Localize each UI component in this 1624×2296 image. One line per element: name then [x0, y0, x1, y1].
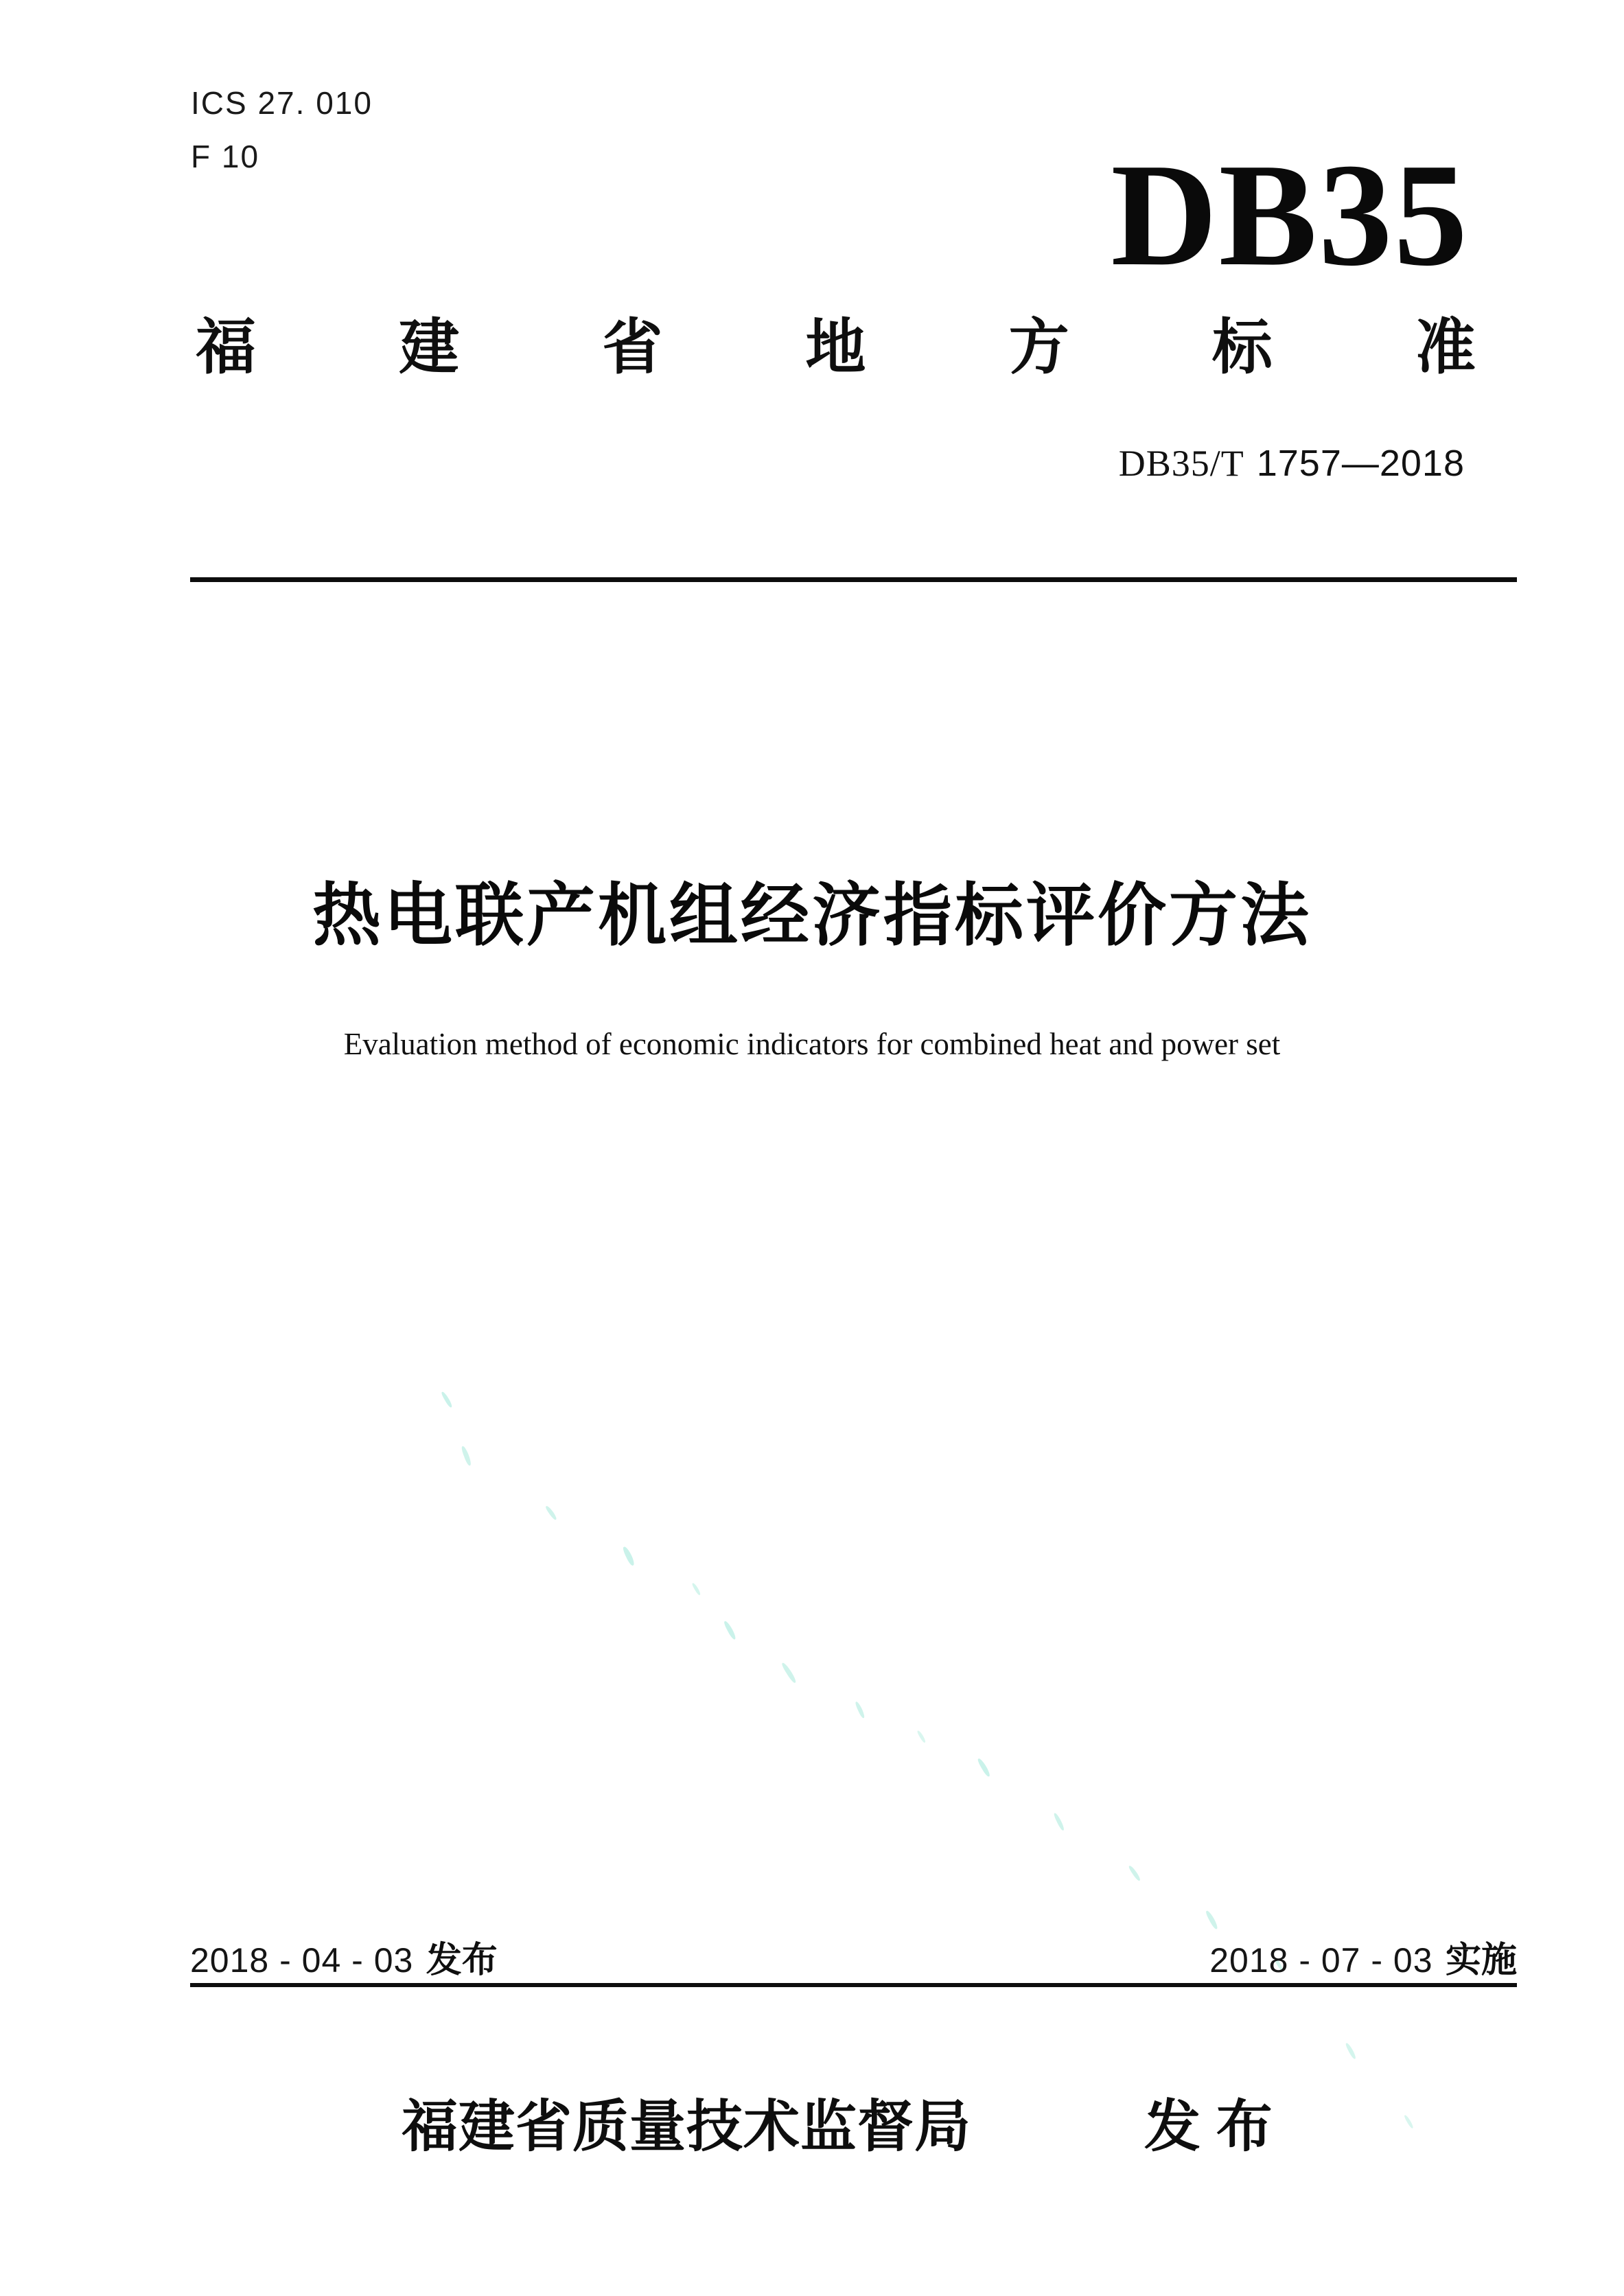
- standard-code: [1119, 445, 1465, 482]
- issue-date-label: 发布: [426, 1940, 498, 1980]
- watermark-speck: [723, 1620, 736, 1640]
- watermark-speck: [1128, 1865, 1141, 1882]
- dates-row: [190, 1940, 1517, 1980]
- watermark-speck: [441, 1391, 453, 1408]
- category-char: 建: [399, 313, 460, 381]
- standard-category-title: [196, 313, 1476, 381]
- implementation-date-label: 实施: [1445, 1940, 1517, 1980]
- watermark-speck: [461, 1446, 472, 1467]
- implementation-date-value: 2018 - 07 - 03: [1209, 1941, 1433, 1980]
- watermark-speck: [855, 1701, 866, 1719]
- standard-code-prefix: DB35/T: [1118, 443, 1244, 484]
- issue-date-value: 2018 - 04 - 03: [190, 1941, 414, 1980]
- watermark-speck: [1345, 2042, 1357, 2060]
- classification-code: F 10: [191, 139, 260, 174]
- category-char: 标: [1211, 313, 1273, 381]
- watermark-speck: [781, 1662, 798, 1684]
- category-char: 准: [1415, 313, 1476, 381]
- document-title-zh: 热电联产机组经济指标评价方法: [312, 877, 1312, 954]
- implementation-date: [1209, 1940, 1517, 1980]
- issue-date: [190, 1940, 498, 1980]
- watermark-speck: [622, 1546, 636, 1567]
- standard-code-number: 1757—2018: [1256, 443, 1465, 484]
- watermark-speck: [977, 1757, 991, 1777]
- publish-action-label: 发 布: [1144, 2096, 1273, 2158]
- watermark-speck: [545, 1505, 558, 1520]
- watermark-speck: [916, 1730, 926, 1743]
- watermark-speck: [691, 1582, 701, 1596]
- watermark-speck: [1205, 1910, 1218, 1930]
- document-title-en: Evaluation method of economic indicators for combined heat and power set: [343, 1027, 1281, 1061]
- category-char: 方: [1008, 313, 1069, 381]
- watermark-speck: [1053, 1812, 1065, 1831]
- category-char: 省: [602, 313, 663, 381]
- publisher-name: 福建省质量技术监督局: [402, 2096, 972, 2158]
- header-divider-rule: [190, 577, 1517, 582]
- db35-logotype: DB35: [1111, 132, 1469, 297]
- category-char: 地: [805, 313, 866, 381]
- category-char: 福: [196, 313, 257, 381]
- publisher-row: [402, 2096, 1273, 2158]
- watermark-speck: [1404, 2114, 1414, 2129]
- ics-code: ICS 27. 010: [191, 85, 373, 121]
- footer-divider-rule: [190, 1983, 1517, 1987]
